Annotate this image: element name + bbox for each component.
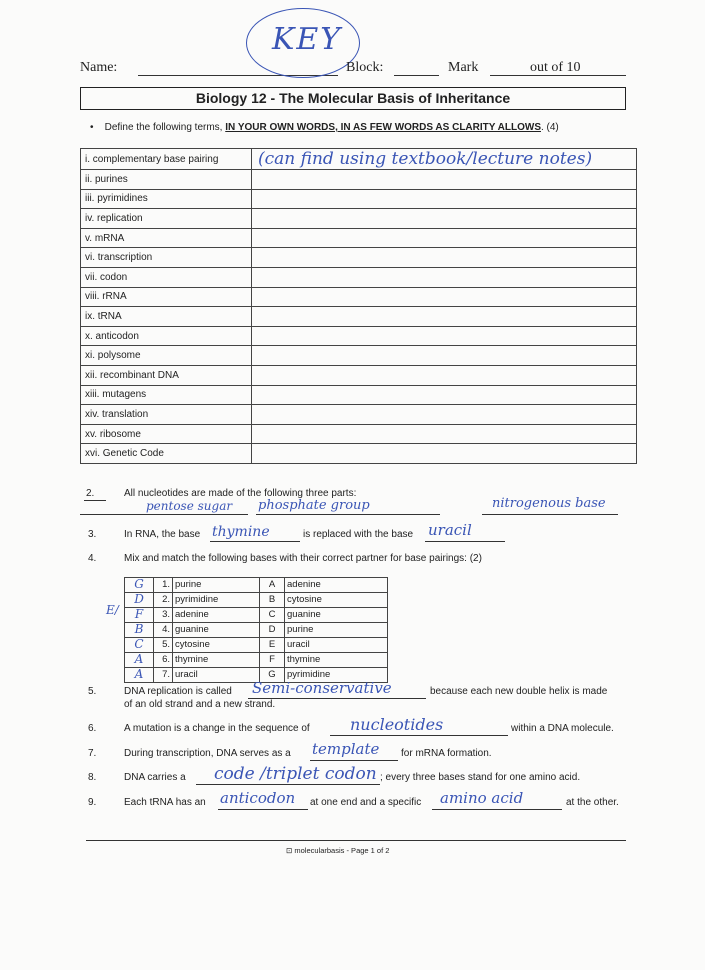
match-answer[interactable] bbox=[125, 578, 154, 593]
q7-number: 7. bbox=[88, 748, 97, 759]
term-answer[interactable] bbox=[252, 307, 637, 327]
match-letter: B bbox=[260, 593, 285, 608]
name-label: Name: bbox=[80, 60, 118, 75]
q2-answer-3: nitrogenous base bbox=[492, 496, 606, 511]
q3-mid: is replaced with the base bbox=[303, 529, 414, 540]
term-answer[interactable] bbox=[252, 424, 637, 444]
table-row bbox=[81, 346, 637, 366]
q5-line2: of an old strand and a new strand. bbox=[124, 699, 276, 710]
table-row bbox=[125, 623, 388, 638]
term-label: ii. purines bbox=[81, 170, 252, 190]
term-answer[interactable] bbox=[252, 170, 637, 190]
match-left-term: adenine bbox=[173, 608, 260, 623]
term-label: xv. ribosome bbox=[81, 424, 252, 444]
term-answer[interactable] bbox=[252, 267, 637, 287]
q9-blank-1 bbox=[218, 809, 308, 810]
instruction bbox=[90, 122, 559, 133]
match-answer-text: A bbox=[134, 652, 144, 666]
q7-pre: During transcription, DNA serves as a bbox=[124, 748, 291, 759]
table-row bbox=[81, 385, 637, 405]
q2-answer-1: pentose sugar bbox=[146, 499, 233, 513]
match-number: 6. bbox=[154, 653, 173, 668]
worksheet-title: Biology 12 - The Molecular Basis of Inheritance bbox=[80, 87, 626, 110]
match-answer[interactable] bbox=[125, 638, 154, 653]
q4-text: Mix and match the following bases with their correct partner for base pairings: (2) bbox=[124, 553, 482, 564]
q6-number: 6. bbox=[88, 723, 97, 734]
q2-text: All nucleotides are made of the following three parts: bbox=[124, 488, 357, 499]
term-label: xi. polysome bbox=[81, 346, 252, 366]
table-row bbox=[125, 608, 388, 623]
q7-blank bbox=[310, 760, 398, 761]
match-letter: E bbox=[260, 638, 285, 653]
match-left-term: uracil bbox=[173, 668, 260, 683]
q9-pre: Each tRNA has an bbox=[124, 797, 206, 808]
match-letter: C bbox=[260, 608, 285, 623]
table-row bbox=[81, 444, 637, 464]
term-label: vi. transcription bbox=[81, 248, 252, 268]
term-label: xii. recombinant DNA bbox=[81, 365, 252, 385]
q7-post: for mRNA formation. bbox=[401, 748, 492, 759]
match-left-term: purine bbox=[173, 578, 260, 593]
q4-number: 4. bbox=[88, 553, 97, 564]
key-handwriting: KEY bbox=[272, 22, 343, 57]
q2-blank-3 bbox=[482, 514, 618, 515]
bullet: • bbox=[90, 122, 105, 133]
term-label: x. anticodon bbox=[81, 326, 252, 346]
term-answer[interactable] bbox=[252, 248, 637, 268]
q5-number: 5. bbox=[88, 686, 97, 697]
term-answer[interactable] bbox=[252, 346, 637, 366]
instruction-suffix: . (4) bbox=[540, 122, 559, 133]
q6-answer: nucleotides bbox=[350, 715, 444, 734]
match-answer[interactable] bbox=[125, 593, 154, 608]
out-of-label: out of 10 bbox=[530, 60, 581, 75]
table-row bbox=[81, 267, 637, 287]
term-label: vii. codon bbox=[81, 267, 252, 287]
match-right-term: uracil bbox=[285, 638, 388, 653]
q4-side-note: E/ bbox=[106, 603, 119, 617]
q8-number: 8. bbox=[88, 772, 97, 783]
q3-pre: In RNA, the base bbox=[124, 529, 201, 540]
q3-blank-1 bbox=[210, 541, 300, 542]
match-answer-text: A bbox=[134, 667, 144, 681]
match-number: 5. bbox=[154, 638, 173, 653]
term-answer[interactable] bbox=[252, 444, 637, 464]
table-row bbox=[81, 228, 637, 248]
page-footer bbox=[286, 846, 389, 855]
match-answer[interactable] bbox=[125, 668, 154, 683]
term-label: iii. pyrimidines bbox=[81, 189, 252, 209]
table-row bbox=[81, 365, 637, 385]
term-label: v. mRNA bbox=[81, 228, 252, 248]
q9-answer-2: amino acid bbox=[440, 789, 524, 807]
term-answer[interactable] bbox=[252, 189, 637, 209]
block-line bbox=[394, 75, 439, 76]
footer-text: molecularbasis - Page 1 of 2 bbox=[294, 846, 390, 855]
q8-pre: DNA carries a bbox=[124, 772, 186, 783]
match-right-term: purine bbox=[285, 623, 388, 638]
q3-answer-1: thymine bbox=[212, 524, 270, 540]
q2-blank-1 bbox=[80, 514, 248, 515]
match-number: 2. bbox=[154, 593, 173, 608]
document-icon: ⊡ bbox=[286, 846, 295, 855]
q2-num-line bbox=[84, 500, 106, 501]
q5-answer: Semi-conservative bbox=[252, 679, 392, 697]
match-answer-text: B bbox=[134, 622, 144, 636]
match-answer-text: F bbox=[134, 607, 144, 621]
instruction-text: Define the following terms, bbox=[104, 122, 226, 133]
table-row bbox=[125, 578, 388, 593]
match-right-term: pyrimidine bbox=[285, 668, 388, 683]
q7-answer: template bbox=[312, 740, 380, 758]
match-number: 7. bbox=[154, 668, 173, 683]
instruction-emphasis: IN YOUR OWN WORDS, IN AS FEW WORDS AS CLARITY ALLOWS bbox=[225, 122, 541, 133]
match-answer-text: G bbox=[134, 577, 144, 591]
term-label: xiv. translation bbox=[81, 405, 252, 425]
match-letter: G bbox=[260, 668, 285, 683]
term-answer[interactable] bbox=[252, 287, 637, 307]
mark-label: Mark bbox=[448, 60, 479, 75]
term-label: xvi. Genetic Code bbox=[81, 444, 252, 464]
term-label: ix. tRNA bbox=[81, 307, 252, 327]
table-row bbox=[81, 424, 637, 444]
table-row bbox=[81, 209, 637, 229]
match-right-term: thymine bbox=[285, 653, 388, 668]
q9-mid: at one end and a specific bbox=[310, 797, 422, 808]
table-row bbox=[81, 307, 637, 327]
match-letter: F bbox=[260, 653, 285, 668]
q5-pre: DNA replication is called bbox=[124, 686, 232, 697]
q8-blank bbox=[196, 784, 380, 785]
match-right-term: guanine bbox=[285, 608, 388, 623]
term-answer[interactable] bbox=[252, 149, 637, 170]
table-row bbox=[81, 248, 637, 268]
term-answer[interactable] bbox=[252, 365, 637, 385]
term-answer[interactable] bbox=[252, 405, 637, 425]
term-answer-text: (can find using textbook/lecture notes) bbox=[258, 149, 593, 169]
footer-divider bbox=[86, 840, 626, 841]
q3-blank-2 bbox=[425, 541, 505, 542]
match-left-term: pyrimidine bbox=[173, 593, 260, 608]
term-answer[interactable] bbox=[252, 228, 637, 248]
term-label: xiii. mutagens bbox=[81, 385, 252, 405]
table-row bbox=[81, 149, 637, 170]
match-left-term: cytosine bbox=[173, 638, 260, 653]
match-number: 4. bbox=[154, 623, 173, 638]
term-answer[interactable] bbox=[252, 209, 637, 229]
q5-post: because each new double helix is made bbox=[430, 686, 608, 697]
match-right-term: adenine bbox=[285, 578, 388, 593]
table-row bbox=[81, 405, 637, 425]
match-left-term: thymine bbox=[173, 653, 260, 668]
q9-blank-2 bbox=[432, 809, 562, 810]
match-letter: D bbox=[260, 623, 285, 638]
table-row bbox=[125, 593, 388, 608]
q2-answer-2: phosphate group bbox=[258, 498, 370, 513]
q6-pre: A mutation is a change in the sequence of bbox=[124, 723, 310, 734]
q6-blank bbox=[330, 735, 508, 736]
terms-table bbox=[80, 148, 637, 464]
q8-answer: code /triplet codon bbox=[214, 764, 377, 784]
q6-post: within a DNA molecule. bbox=[511, 723, 614, 734]
match-number: 1. bbox=[154, 578, 173, 593]
match-answer-text: D bbox=[134, 592, 144, 606]
match-letter: A bbox=[260, 578, 285, 593]
table-row bbox=[81, 326, 637, 346]
match-answer[interactable] bbox=[125, 623, 154, 638]
table-row bbox=[81, 189, 637, 209]
q3-answer-2: uracil bbox=[428, 521, 472, 539]
term-answer[interactable] bbox=[252, 385, 637, 405]
table-row bbox=[81, 287, 637, 307]
table-row bbox=[125, 653, 388, 668]
term-label: iv. replication bbox=[81, 209, 252, 229]
q9-answer-1: anticodon bbox=[220, 789, 296, 807]
match-answer[interactable] bbox=[125, 653, 154, 668]
q3-number: 3. bbox=[88, 529, 97, 540]
match-left-term: guanine bbox=[173, 623, 260, 638]
block-label: Block: bbox=[346, 60, 384, 75]
match-right-term: cytosine bbox=[285, 593, 388, 608]
q9-number: 9. bbox=[88, 797, 97, 808]
table-row bbox=[125, 638, 388, 653]
match-answer[interactable] bbox=[125, 608, 154, 623]
term-label: i. complementary base pairing bbox=[81, 149, 252, 170]
q9-post: at the other. bbox=[566, 797, 619, 808]
match-answer-text: C bbox=[134, 637, 144, 651]
table-row bbox=[81, 170, 637, 190]
match-number: 3. bbox=[154, 608, 173, 623]
q8-post: ; every three bases stand for one amino acid. bbox=[380, 772, 581, 783]
term-answer[interactable] bbox=[252, 326, 637, 346]
base-pairing-table bbox=[124, 577, 388, 683]
q2-number: 2. bbox=[86, 488, 95, 499]
term-label: viii. rRNA bbox=[81, 287, 252, 307]
q2-blank-2 bbox=[256, 514, 440, 515]
